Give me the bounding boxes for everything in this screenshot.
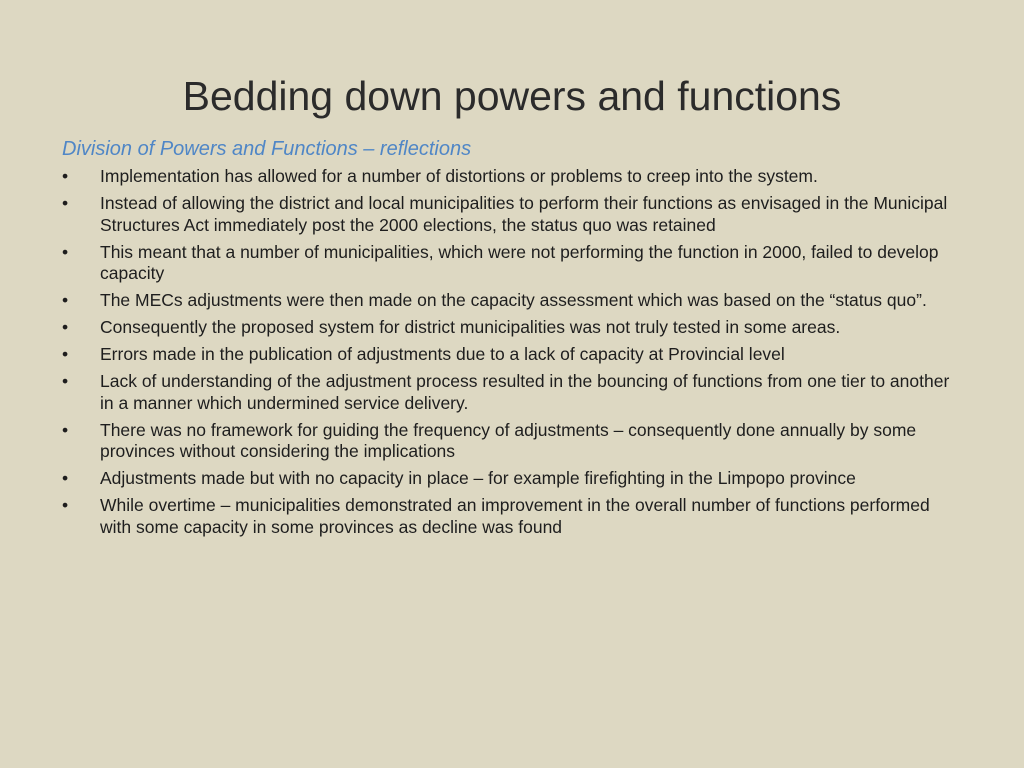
bullet-icon: • — [62, 290, 69, 310]
bullet-icon: • — [62, 241, 69, 262]
bullet-item — [62, 495, 962, 538]
bullet-icon: • — [62, 371, 69, 391]
bullet-icon: • — [62, 468, 69, 488]
bullet-list — [62, 166, 962, 544]
bullet-item — [62, 166, 962, 188]
bullet-text: Adjustments made but with no capacity in place – for example firefighting in the Limpopo province — [100, 468, 856, 488]
bullet-item — [62, 242, 962, 285]
bullet-text: Implementation has allowed for a number of distortions or problems to creep into the system. — [100, 166, 818, 186]
bullet-text: There was no framework for guiding the frequency of adjustments – consequently done annually by some provinces without considering the implications — [100, 419, 917, 461]
bullet-icon: • — [62, 344, 69, 364]
bullet-icon: • — [62, 419, 69, 440]
bullet-item — [62, 193, 962, 236]
slide-subtitle: Division of Powers and Functions – reflections — [62, 138, 472, 160]
bullet-icon: • — [62, 166, 69, 186]
bullet-icon: • — [62, 495, 69, 515]
bullet-text: While overtime – municipalities demonstrated an improvement in the overall number of functions performed with some capacity in some provinces as decline was found — [100, 495, 930, 537]
bullet-item — [62, 468, 962, 490]
bullet-icon: • — [62, 193, 69, 213]
bullet-text: The MECs adjustments were then made on the capacity assessment which was based on the “status quo”. — [100, 290, 927, 310]
bullet-item — [62, 420, 962, 463]
bullet-item — [62, 290, 962, 312]
bullet-text: Consequently the proposed system for district municipalities was not truly tested in some areas. — [100, 317, 841, 337]
bullet-icon: • — [62, 317, 69, 337]
slide-title: Bedding down powers and functions — [182, 73, 842, 119]
bullet-text: Lack of understanding of the adjustment process resulted in the bouncing of functions from one tier to another in a manner which undermined service delivery. — [100, 371, 950, 413]
bullet-item — [62, 371, 962, 414]
bullet-item — [62, 344, 962, 366]
bullet-text: Instead of allowing the district and local municipalities to perform their functions as envisaged in the Municipal Structures Act immediately post the 2000 elections, the status quo was retained — [100, 193, 948, 235]
bullet-item — [62, 317, 962, 339]
bullet-text: This meant that a number of municipalities, which were not performing the function in 2000, failed to develop capacity — [100, 241, 939, 283]
bullet-text: Errors made in the publication of adjustments due to a lack of capacity at Provincial level — [100, 344, 785, 364]
